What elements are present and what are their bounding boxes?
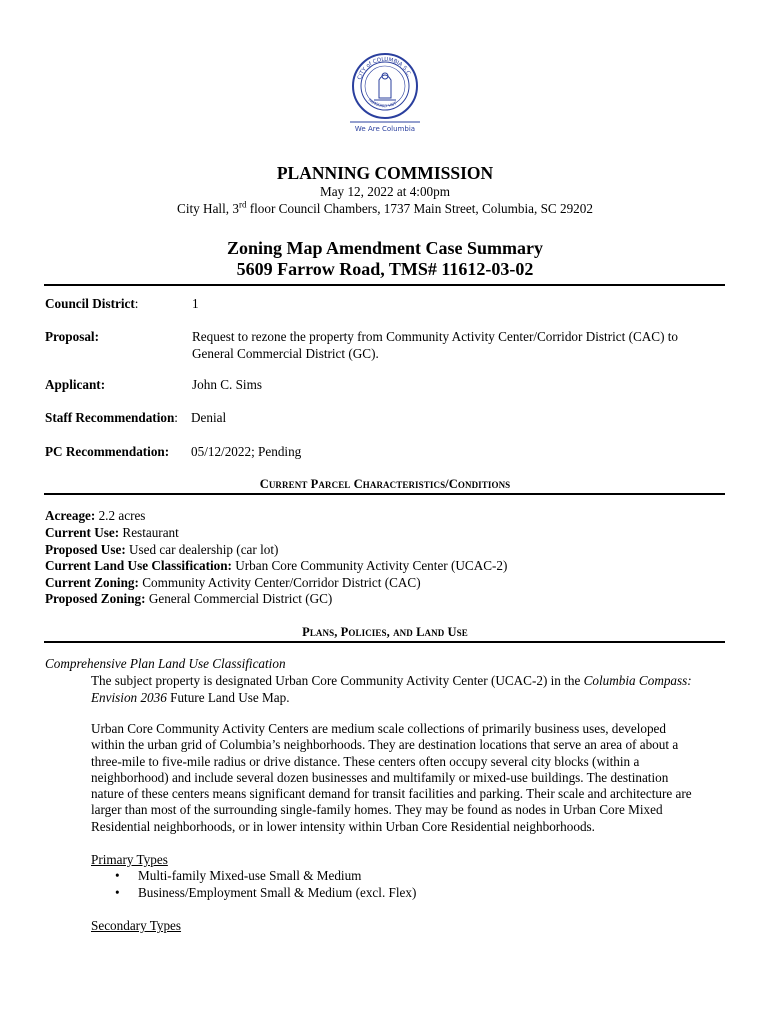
primary-types-list [113, 868, 416, 902]
case-title: Zoning Map Amendment Case Summary [226, 238, 544, 258]
list-item: • Business/Employment Small & Medium (excl. Flex) [113, 885, 416, 902]
applicant-value: John C. Sims [192, 377, 262, 392]
meeting-datetime: May 12, 2022 at 4:00pm [319, 184, 451, 199]
land-use-row: Current Land Use Classification: Urban Core Community Activity Center (UCAC-2) [45, 558, 508, 573]
paragraph-line: Urban Core Community Activity Centers are medium scale collections of primarily business uses, developed [91, 721, 666, 736]
current-zoning-row: Current Zoning: Community Activity Center/Corridor District (CAC) [45, 575, 421, 590]
acreage-row: Acreage: 2.2 acres [45, 508, 146, 523]
pc-recommendation-value: 05/12/2022; Pending [191, 444, 302, 459]
staff-recommendation-label: Staff Recommendation: [45, 410, 178, 425]
parcel-section-divider [44, 493, 725, 495]
plans-section-divider [44, 641, 725, 643]
current-use-row: Current Use: Restaurant [45, 525, 179, 540]
paragraph-line: neighborhood) and include several dozen businesses and multifamily or mixed-use buildings. The destination [91, 769, 669, 785]
designation-paragraph: The subject property is designated Urban Core Community Activity Center (UCAC-2) in the Columbia Compass: Envision 2036 Future Land Use Map. [91, 673, 692, 705]
city-seal [348, 50, 422, 136]
paragraph-line: larger than most of the surrounding single-family homes. They may be found as nodes in Urban Core Mixed [91, 802, 663, 818]
paragraph-line: nature of these centers means significant demand for transit facilities and parking. Their scale and architecture are [91, 786, 692, 802]
secondary-types-heading: Secondary Types [91, 918, 182, 933]
pc-recommendation-label: PC Recommendation: [45, 444, 170, 459]
paragraph-line: Residential neighborhoods, or in lower intensity within Urban Core Residential neighborhoods. [91, 818, 595, 834]
proposal-label: Proposal: [45, 329, 99, 344]
paragraph-line: within the urban grid of Columbia’s neighborhoods. They are destination locations that serve an area of about a [91, 737, 679, 753]
primary-types-heading: Primary Types [91, 852, 168, 867]
staff-recommendation-value: Denial [191, 410, 227, 425]
plans-section-heading: Plans, Policies, and Land Use [302, 625, 468, 639]
proposal-value-line1: Request to rezone the property from Community Activity Center/Corridor District (CAC) to [192, 329, 679, 344]
proposed-zoning-row: Proposed Zoning: General Commercial District (GC) [45, 591, 333, 606]
seal-tagline: We Are Columbia [354, 125, 416, 133]
seal-ring-text: CITY of COLUMBIA S.C. [356, 56, 412, 81]
ucac-description-paragraph [91, 721, 731, 835]
list-item: • Multi-family Mixed-use Small & Medium [113, 868, 416, 885]
case-subtitle: 5609 Farrow Road, TMS# 11612-03-02 [236, 259, 534, 279]
council-district-value: 1 [192, 296, 199, 311]
meeting-location: City Hall, 3rd floor Council Chambers, 1737 Main Street, Columbia, SC 29202 [177, 199, 593, 216]
proposal-value-line2: General Commercial District (GC). [192, 346, 379, 361]
proposed-use-row: Proposed Use: Used car dealership (car lot) [45, 542, 279, 557]
paragraph-line: three-mile to five-mile radius or drive distance. These centers often occupy several city blocks (within a [91, 753, 640, 769]
page-title: PLANNING COMMISSION [276, 163, 494, 183]
council-district-label: Council District: [45, 296, 139, 311]
parcel-section-heading: Current Parcel Characteristics/Conditions [259, 477, 511, 491]
seal-bottom-text: FAMOUSLY HOT [367, 97, 398, 109]
header-divider [44, 284, 725, 286]
comp-plan-heading: Comprehensive Plan Land Use Classification [45, 656, 286, 671]
applicant-label: Applicant: [45, 377, 106, 392]
